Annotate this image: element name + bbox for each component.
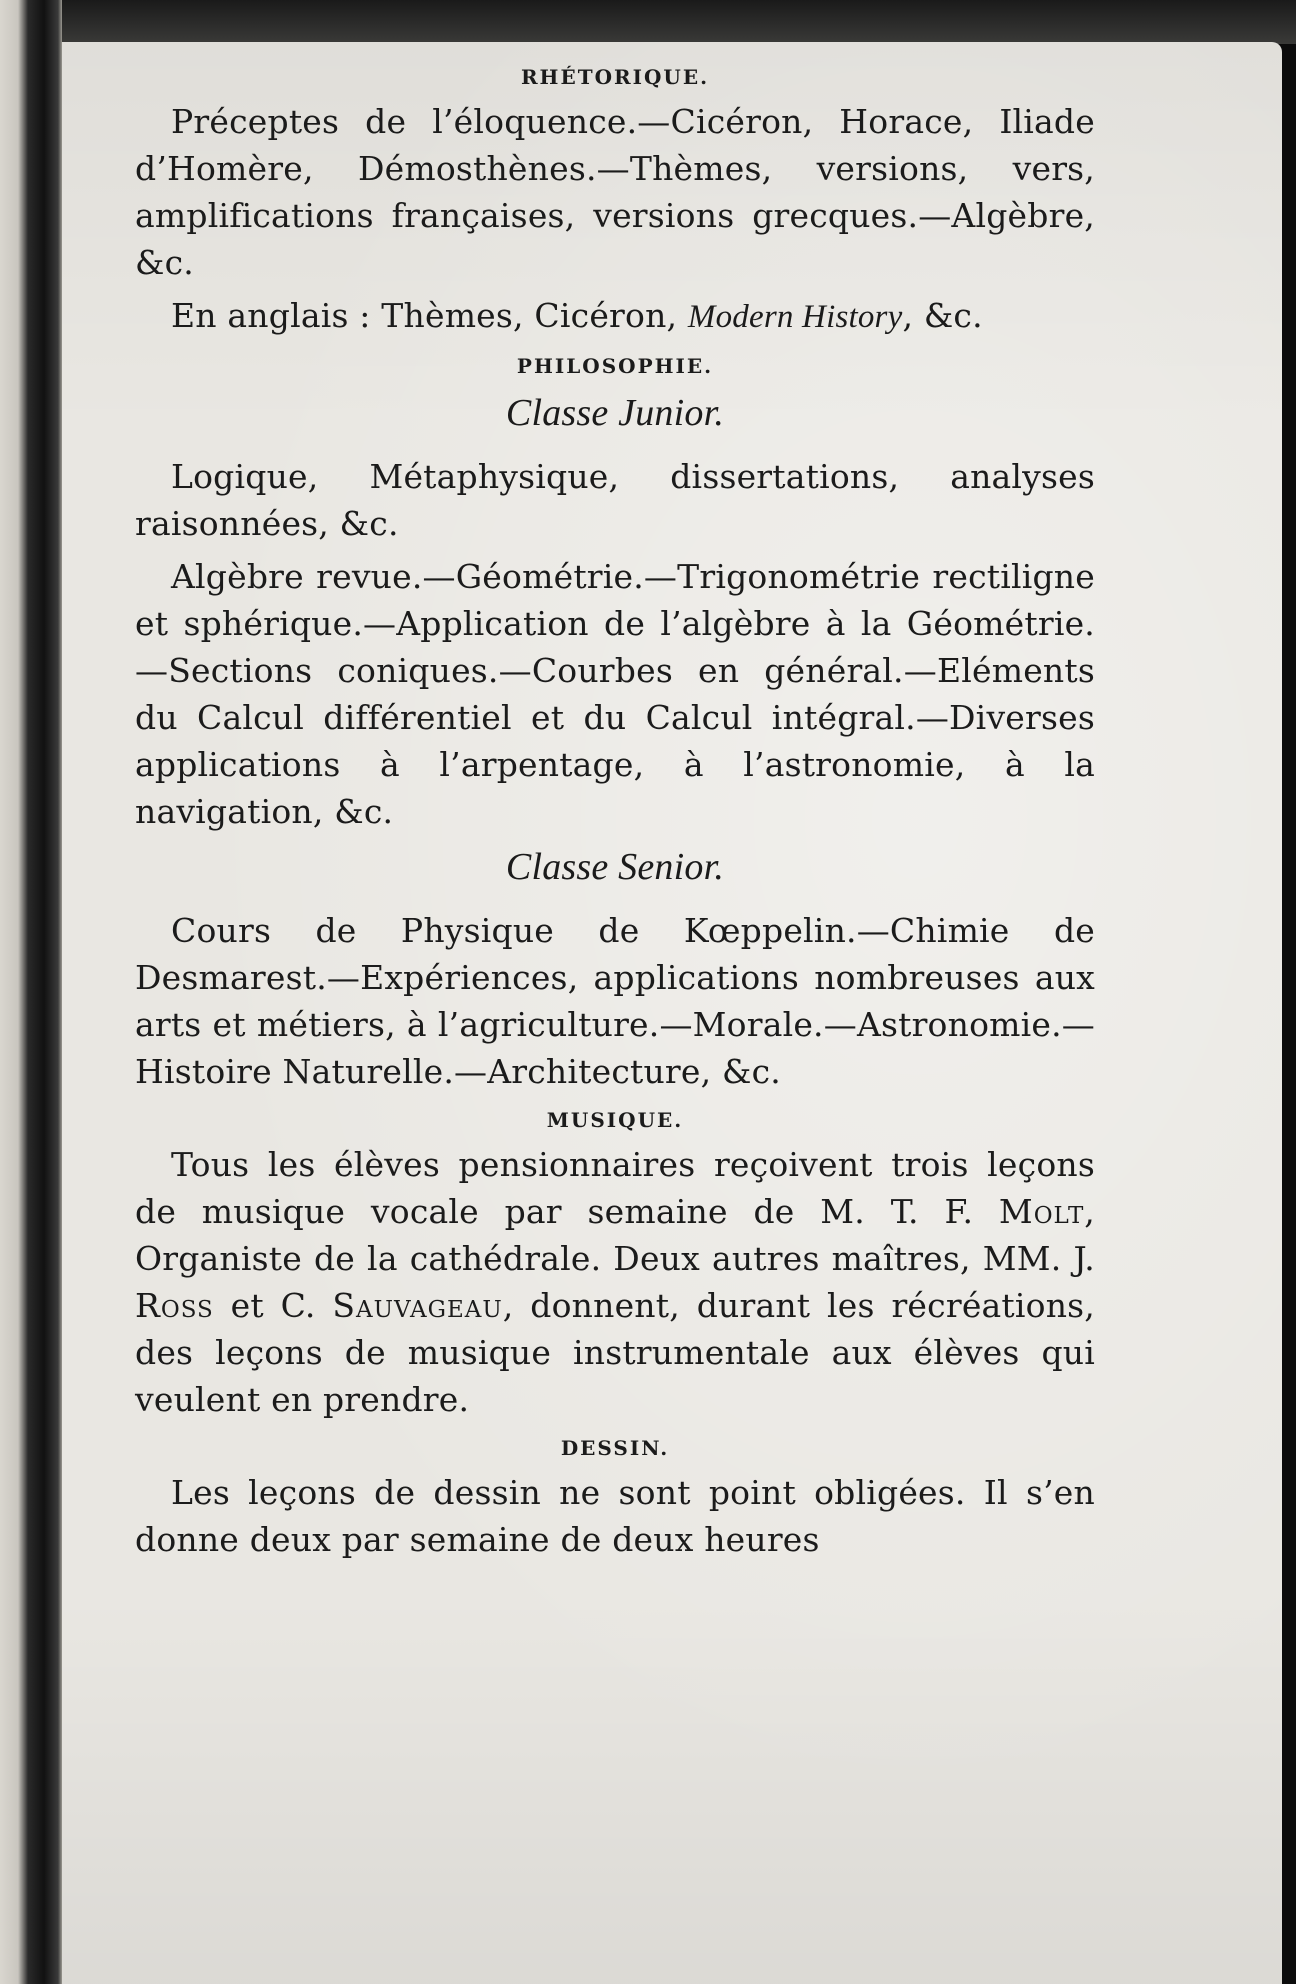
section-heading-dessin: DESSIN.: [560, 1436, 670, 1460]
rhetorique-p2-start: En anglais : Thèmes, Cicéron,: [171, 296, 688, 335]
musique-name-sauvageau: Sauvageau: [332, 1286, 503, 1325]
rhetorique-p2-end: , &c.: [902, 296, 983, 335]
junior-paragraph-2: Algèbre revue.—Géométrie.—Trigonométrie rectiligne et sphérique.—Application de l’algèbre à la Géométrie.—Sections coniques.—Courbes en général.—Eléments du Calcul différentiel et du Calcul intégral.—Diverses applications à l’arpentage, à l’astronomie, à la navigation, &c.: [135, 557, 1095, 831]
section-heading-rhetorique: RHÉTORIQUE.: [520, 65, 710, 89]
musique-paragraph-1: [135, 1141, 1095, 1423]
subheading-classe-senior: Classe Senior.: [505, 846, 725, 888]
rhetorique-paragraph-2: [135, 292, 1095, 341]
rhetorique-p2-italic: Modern History: [687, 299, 903, 335]
musique-name-molt: Molt: [998, 1192, 1085, 1231]
junior-paragraph-1: Logique, Métaphysique, dissertations, analyses raisonnées, &c.: [135, 457, 1095, 543]
section-heading-philosophie: PHILOSOPHIE.: [516, 354, 714, 378]
book-gutter: [0, 0, 62, 1984]
page-text: [135, 52, 1095, 1569]
section-heading-musique: MUSIQUE.: [546, 1108, 684, 1132]
rhetorique-paragraph-1: Préceptes de l’éloquence.—Cicéron, Horace, Iliade d’Homère, Démosthènes.—Thèmes, versions, vers, amplifications françaises, versions grecques.—Algèbre, &c.: [135, 102, 1095, 282]
senior-paragraph-1: Cours de Physique de Kœppelin.—Chimie de Desmarest.—Expériences, applications nombreuses aux arts et métiers, à l’agriculture.—Morale.—Astronomie.—Histoire Naturelle.—Architecture, &c.: [135, 911, 1095, 1091]
musique-p1-a: Tous les élèves pensionnaires reçoivent trois leçons de musique vocale par semaine de M. T. F.: [135, 1145, 1095, 1231]
musique-p1-c: et C.: [213, 1286, 333, 1325]
scan-top-shadow: [62, 0, 1296, 44]
dessin-paragraph-1: Les leçons de dessin ne sont point obligées. Il s’en donne deux par semaine de deux heures: [135, 1473, 1095, 1559]
subheading-classe-junior: Classe Junior.: [505, 392, 725, 434]
musique-p1-d: , donnent, durant les récréations, des leçons de musique instrumentale aux élèves qui veulent en prendre.: [135, 1286, 1095, 1419]
musique-name-ross: Ross: [135, 1286, 214, 1325]
musique-p1-b: , Organiste de la cathédrale. Deux autres maîtres, MM. J.: [135, 1192, 1095, 1278]
